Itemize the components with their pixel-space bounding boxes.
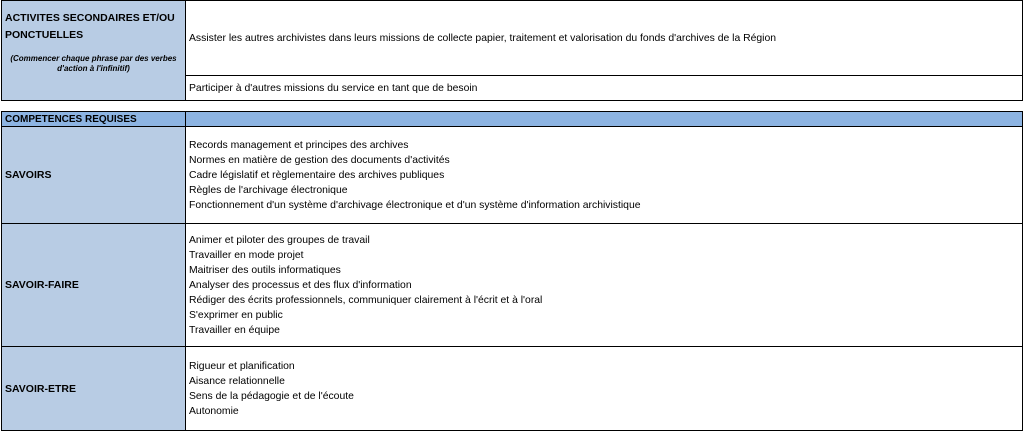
- savoir-etre-item: Sens de la pédagogie et de l'écoute: [189, 390, 354, 402]
- secondary-item-cell: [186, 76, 1023, 101]
- savoirs-content-cell: [186, 127, 1023, 224]
- savoir-etre-label: SAVOIR-ETRE: [5, 382, 76, 395]
- secondary-title-line1: ACTIVITES SECONDAIRES ET/OU: [5, 12, 175, 24]
- savoir-faire-item: Animer et piloter des groupes de travail: [189, 234, 370, 246]
- savoir-etre-content-cell: [186, 347, 1023, 431]
- competences-header-label: [2, 112, 186, 127]
- secondary-item: Participer à d'autres missions du service en tant que de besoin: [189, 82, 478, 94]
- savoir-etre-item: Autonomie: [189, 405, 239, 417]
- savoir-faire-label: SAVOIR-FAIRE: [5, 279, 79, 291]
- savoir-faire-label-cell: [2, 224, 186, 347]
- secondary-subtitle-line2: d'action à l'infinitif): [57, 64, 130, 73]
- savoirs-item: Règles de l'archivage électronique: [189, 184, 348, 196]
- savoir-etre-item: Aisance relationnelle: [189, 375, 285, 387]
- savoirs-item: Normes en matière de gestion des documents d'activités: [189, 154, 450, 166]
- secondary-item-cell: [186, 1, 1023, 76]
- savoir-faire-item: Maitriser des outils informatiques: [189, 264, 341, 276]
- savoir-faire-item: Analyser des processus et des flux d'information: [189, 279, 412, 291]
- savoirs-label-cell: [2, 127, 186, 224]
- savoir-faire-item: S'exprimer en public: [189, 309, 283, 321]
- savoir-faire-item: Travailler en équipe: [189, 324, 280, 336]
- competences-table: [1, 111, 1023, 431]
- secondary-activities-table: [1, 0, 1023, 101]
- savoir-etre-item: Rigueur et planification: [189, 360, 295, 372]
- savoir-faire-item: Rédiger des écrits professionnels, communiquer clairement à l'écrit et à l'oral: [189, 294, 543, 306]
- savoirs-item: Fonctionnement d'un système d'archivage électronique et d'un système d'information archivistique: [189, 199, 641, 211]
- secondary-item: Assister les autres archivistes dans leurs missions de collecte papier, traitement et valorisation du fonds d'archives de la Région: [189, 32, 777, 44]
- competences-header-fill: [186, 112, 1023, 127]
- secondary-subtitle-line1: (Commencer chaque phrase par des verbes: [10, 54, 177, 63]
- savoirs-label: SAVOIRS: [5, 169, 52, 181]
- competences-header: COMPETENCES REQUISES: [5, 113, 137, 125]
- savoirs-item: Records management et principes des archives: [189, 139, 409, 151]
- secondary-title-line2: PONCTUELLES: [5, 29, 84, 41]
- savoirs-item: Cadre législatif et règlementaire des archives publiques: [189, 169, 445, 181]
- secondary-activities-label-cell: [2, 1, 186, 101]
- savoir-faire-item: Travailler en mode projet: [189, 249, 304, 261]
- savoir-etre-label-cell: [2, 347, 186, 431]
- savoir-faire-content-cell: [186, 224, 1023, 347]
